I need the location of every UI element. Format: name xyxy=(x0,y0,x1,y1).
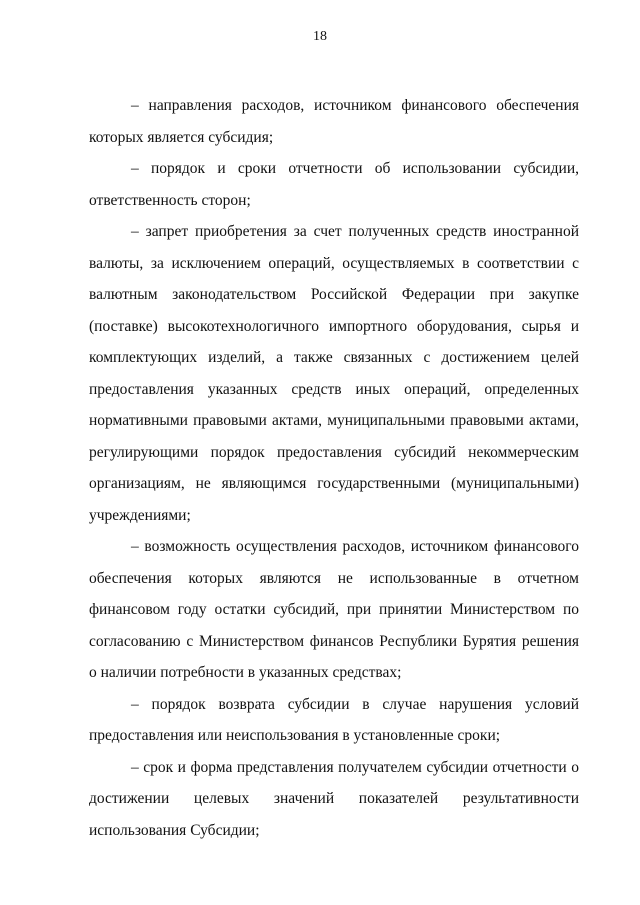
paragraph-reporting-procedure: – порядок и сроки отчетности об использовании субсидии, ответственность сторон; xyxy=(89,160,579,209)
paragraph-currency-ban: – запрет приобретения за счет полученных средств иностранной валюты, за исключением операций, осуществляемых в соответствии с валютным законодательством Российской Федерации при закупке (поставке) высокотехнологичного импортного оборудования, сырья и комплектующих изделий, а также связанных с достижением целей предоставления указанных средств иных операций, определенных нормативными правовыми актами, муниципальными правовыми актами, регулирующими порядок предоставления субсидий некоммерческим организациям, не являющимся государственными (муниципальными) учреждениями; xyxy=(89,223,579,524)
paragraph-unused-balances: – возможность осуществления расходов, источником финансового обеспечения которых являются не использованные в отчетном финансовом году остатки субсидий, при принятии Министерством по согласованию с Министерством финансов Республики Бурятия решения о наличии потребности в указанных средствах; xyxy=(89,538,579,681)
page-number: 18 xyxy=(313,29,327,44)
document-body xyxy=(89,90,579,846)
paragraph-return-procedure: – порядок возврата субсидии в случае нарушения условий предоставления или неиспользования в установленные сроки; xyxy=(89,695,579,744)
paragraph-expense-directions: – направления расходов, источником финансового обеспечения которых является субсидия; xyxy=(89,97,579,146)
paragraph-report-form: – срок и форма представления получателем субсидии отчетности о достижении целевых значений показателей результативности использования Субсидии; xyxy=(89,758,579,839)
